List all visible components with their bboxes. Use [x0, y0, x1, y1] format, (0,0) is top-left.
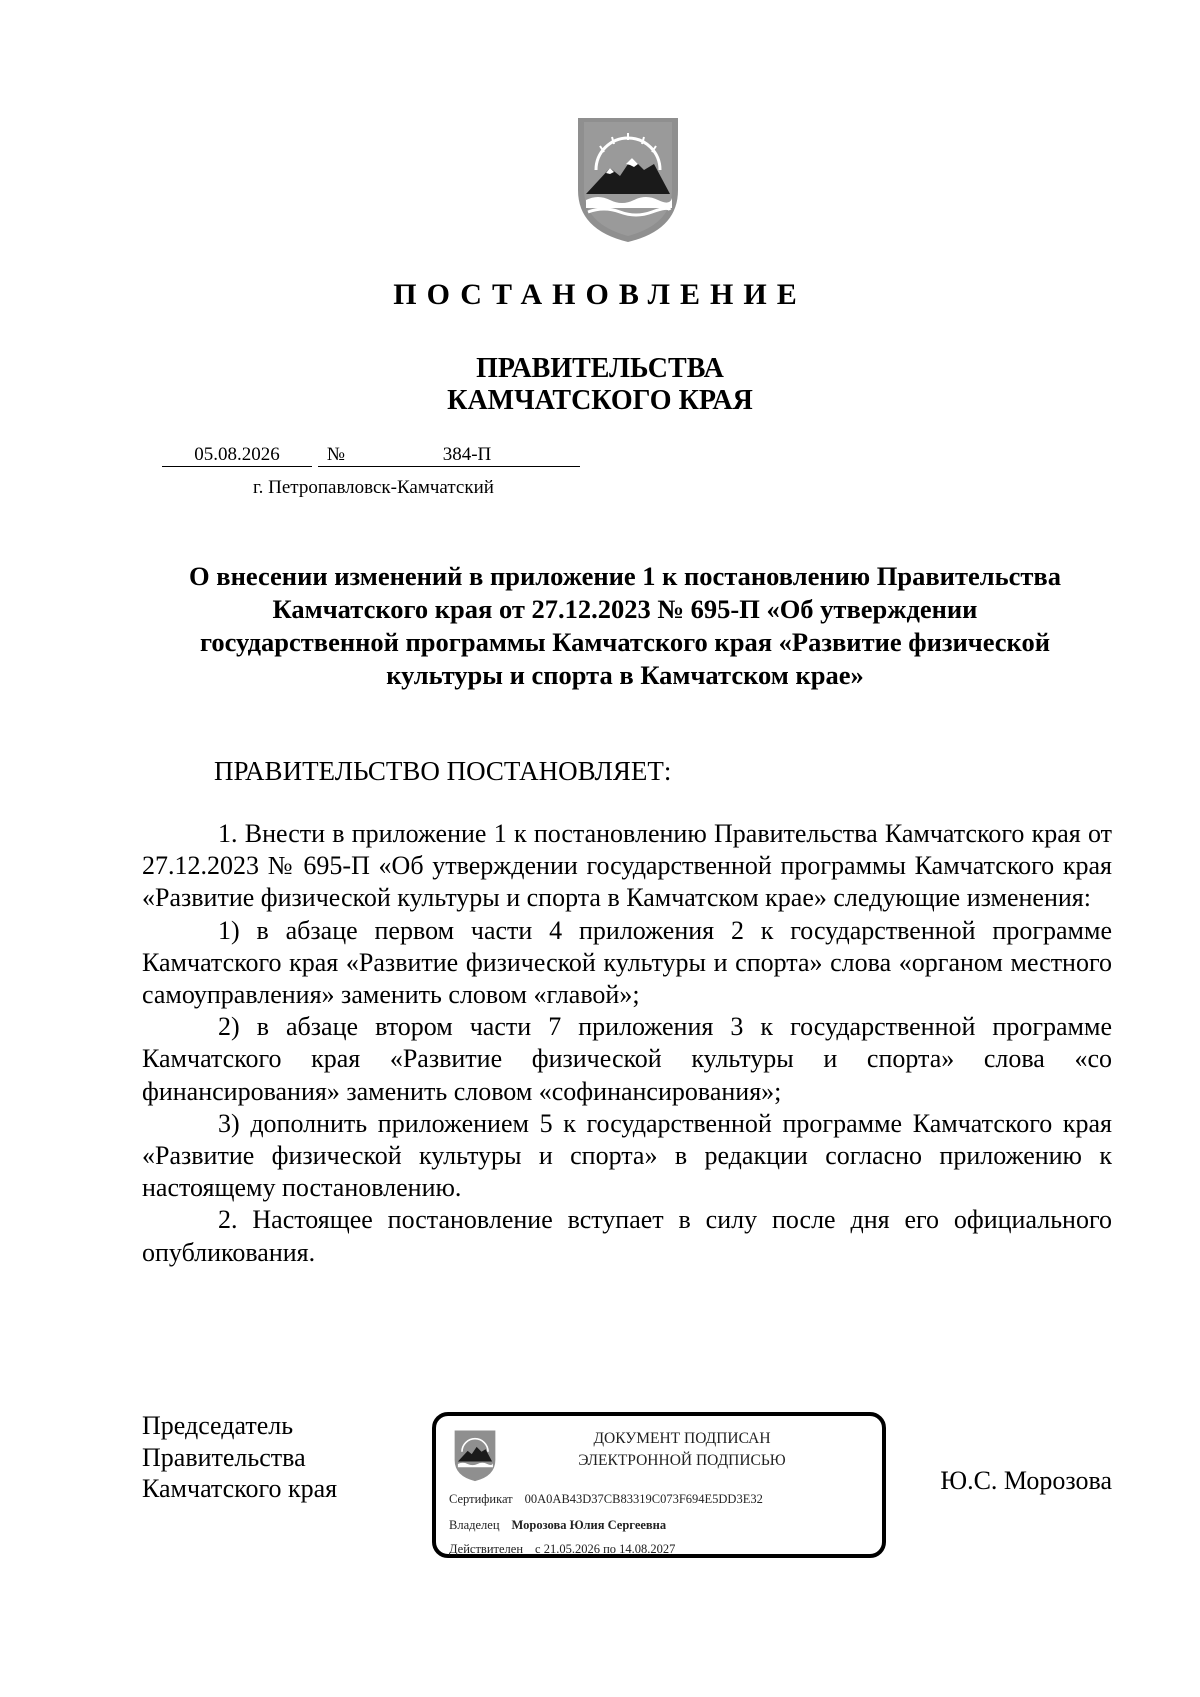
paragraph: 2) в абзаце втором части 7 приложения 3 к государственной программе Камчатского края «Развитие физической культуры и спорта» слова «со финансирования» заменить словом «софинансирования»;: [142, 1012, 1112, 1106]
signer-position-line: Председатель: [142, 1411, 294, 1440]
issuer-line-1: ПРАВИТЕЛЬСТВА: [476, 353, 724, 384]
document-heading: [150, 560, 1100, 692]
e-signature-stamp: [432, 1412, 886, 1558]
heading-line: культуры и спорта в Камчатском крае»: [386, 660, 864, 690]
coat-of-arms-icon: [574, 112, 682, 244]
certificate-label: Сертификат: [449, 1492, 513, 1506]
validity-row: [449, 1542, 675, 1557]
issuer-line-2: КАМЧАТСКОГО КРАЯ: [447, 385, 753, 416]
registration-line: [162, 444, 580, 467]
signer-position: [142, 1410, 337, 1505]
heading-line: Камчатского края от 27.12.2023 № 695-П «Об утверждении: [272, 594, 978, 624]
owner-label: Владелец: [449, 1518, 500, 1532]
decree-intro: ПРАВИТЕЛЬСТВО ПОСТАНОВЛЯЕТ:: [214, 756, 672, 786]
document-type: ПОСТАНОВЛЕНИЕ: [393, 278, 807, 311]
valid-to: 14.08.2027: [619, 1542, 676, 1556]
valid-from-label: с: [535, 1542, 541, 1556]
stamp-emblem-icon: [453, 1428, 497, 1482]
stamp-title-line-2: ЭЛЕКТРОННОЙ ПОДПИСЬЮ: [578, 1452, 786, 1469]
paragraph: 1) в абзаце первом части 4 приложения 2 к государственной программе Камчатского края «Развитие физической культуры и спорта» слова «органом местного самоуправления» заменить словом «главой»;: [142, 915, 1112, 1010]
valid-from: 21.05.2026: [543, 1542, 600, 1556]
certificate-row: [449, 1492, 763, 1507]
registration-date: 05.08.2026: [162, 444, 312, 467]
valid-label: Действителен: [449, 1542, 524, 1556]
signer-position-line: Правительства: [142, 1442, 306, 1472]
owner-row: [449, 1518, 666, 1533]
registration-number: 384-П: [354, 444, 580, 467]
owner-value: Морозова Юлия Сергеевна: [511, 1518, 667, 1532]
document-body: [142, 818, 1112, 1269]
stamp-title-line-1: ДОКУМЕНТ ПОДПИСАН: [593, 1430, 771, 1447]
heading-line: государственной программы Камчатского края «Развитие физической: [200, 627, 1050, 657]
paragraph: 2. Настоящее постановление вступает в силу после дня его официального опубликования.: [142, 1205, 1112, 1267]
valid-to-label: по: [603, 1542, 617, 1556]
signer-name: Ю.С. Морозова: [940, 1466, 1112, 1495]
certificate-value: 00A0AB43D37CB83319C073F694E5DD3E32: [524, 1492, 763, 1506]
heading-line: О внесении изменений в приложение 1 к постановлению Правительства: [189, 561, 1061, 591]
city: г. Петропавловск-Камчатский: [253, 477, 494, 498]
signer-position-line: Камчатского края: [142, 1474, 338, 1503]
paragraph: 3) дополнить приложением 5 к государственной программе Камчатского края «Развитие физической культуры и спорта» в редакции согласно приложению к настоящему постановлению.: [142, 1108, 1112, 1203]
paragraph: 1. Внести в приложение 1 к постановлению Правительства Камчатского края от 27.12.2023 № 695-П «Об утверждении государственной программы Камчатского края «Развитие физической культуры и спорта в Камчатском крае» следующие изменения:: [142, 819, 1112, 913]
number-sign: №: [318, 444, 354, 467]
